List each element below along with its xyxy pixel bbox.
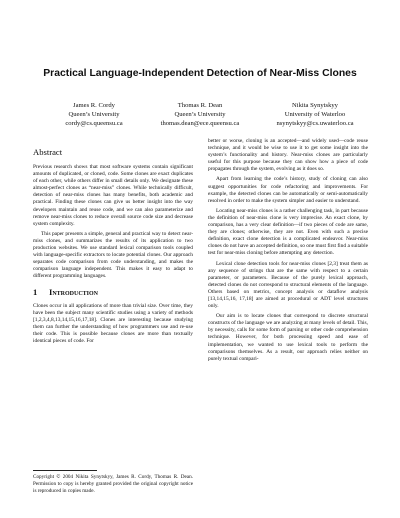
body-paragraph: Locating near-miss clones is a rather challenging task, in part because the definition of near-miss clone is very imprecise. An exact clone, by comparison, has a very clear definition—if two pieces of code are same, they are clones; otherwise, they are not. Even with such a precise definition, exact clone detection is a complicated endeavor. Near-miss clones do not have an accepted definition, so one must first find a suitable test for near-miss cloning before attempting any detection. bbox=[208, 207, 368, 257]
author-name: Thomas R. Dean bbox=[177, 102, 223, 109]
author-block-1 bbox=[44, 102, 144, 128]
section-number: 1 bbox=[33, 286, 38, 297]
author-name: James R. Cordy bbox=[73, 102, 115, 109]
author-affiliation: Queen’s University bbox=[174, 110, 226, 118]
author-email: thomas.dean@ece.queensu.ca bbox=[160, 119, 240, 127]
abstract-heading: Abstract bbox=[33, 147, 63, 157]
author-block-3 bbox=[264, 102, 366, 128]
author-email: nsynytskyy@cs.uwaterloo.ca bbox=[276, 119, 354, 127]
author-affiliation: University of Waterloo bbox=[284, 110, 346, 118]
section-title: Introduction bbox=[49, 286, 99, 297]
intro-paragraph: Clones occur in all applications of more than trivial size. Over time, they have been the subject many scientific studies using a variety of methods [1,2,3,4,8,13,14,15,16,17,18]. Clones are interesting because studying them can further the understanding of how programmers use and re-use their code. This is possible because clones are more than textually identical pieces of code. For bbox=[33, 302, 193, 344]
footnote-rule bbox=[33, 470, 97, 471]
author-name: Nikita Synytskyy bbox=[292, 102, 338, 109]
copyright-notice bbox=[33, 470, 193, 495]
body-paragraph: better or worse, cloning is an accepted—and widely used—code reuse technique, and it would be wise to use it to get some insight into the system’s functionality and history. Near-miss clones are particularly useful for this purpose because they can show how a piece of code propagates through the system, evolving as it does so. bbox=[208, 138, 368, 173]
left-column bbox=[33, 139, 193, 348]
body-paragraph: Apart from learning the code’s history, study of cloning can also suggest opportunities for code refactoring and improvements. For example, the detected clones can be automatically or semi-automatically resolved in order to make the system simpler and easier to understand. bbox=[208, 176, 368, 204]
body-paragraph: Our aim is to locate clones that correspond to discrete structural constructs of the language we are analyzing at many levels of detail. This, by necessity, calls for some form of parsing or other code comprehension technique. However, for both processing speed and ease of implementation, we wanted to use lexical tools to perform the comparisons themselves. As a result, our approach relies neither on purely textual compari- bbox=[208, 313, 368, 362]
body-paragraph: Lexical clone detection tools for near-miss clones [2,3] treat them as any sequence of strings that are the same with respect to a certain parameter, or parameters. Because of the purely lexical approach, detected clones do not correspond to structural elements of the language. Others based on metrics, concept analysis or dataflow analysis [13,14,15,16, 17,18] are aimed at procedural or ADT level structures only. bbox=[208, 260, 368, 310]
author-affiliation: Queen’s University bbox=[68, 110, 120, 118]
section-heading bbox=[33, 287, 193, 298]
author-block-2 bbox=[150, 102, 250, 128]
paper-title: Practical Language-Independent Detection of Near-Miss Clones bbox=[43, 68, 357, 79]
right-column bbox=[208, 138, 368, 366]
author-email: cordy@cs.queensu.ca bbox=[65, 119, 123, 127]
copyright-text: Copyright © 2004 Nikita Synytskyy, James R. Cordy, Thomas R. Dean. Permission to copy is hereby granted provided the original copyright notice is reproduced in copies made. bbox=[33, 474, 193, 494]
abstract-paragraph: Previous research shows that most software systems contain significant amounts of duplicated, or cloned, code. Some clones are exact duplicates of each other, while others differ in small details only. We designate these almost-perfect clones as “near-miss” clones. While technically difficult, detection of near-miss clones has many benefits, both academic and practical. Finding these clones can give us better insight into the way developers maintain and reuse code, and we can also parameterize and remove near-miss clones to reduce overall source code size and decrease system complexity. bbox=[33, 164, 193, 227]
abstract-paragraph: This paper presents a simple, general and practical way to detect near-miss clones, and summarizes the results of its application to two production websites. We use standard lexical comparison tools coupled with language-specific extractors to locate potential clones. Our approach separates code comparison from code understanding, and makes the comparison language independent. This makes it easy to adapt to different programming languages. bbox=[33, 230, 193, 280]
